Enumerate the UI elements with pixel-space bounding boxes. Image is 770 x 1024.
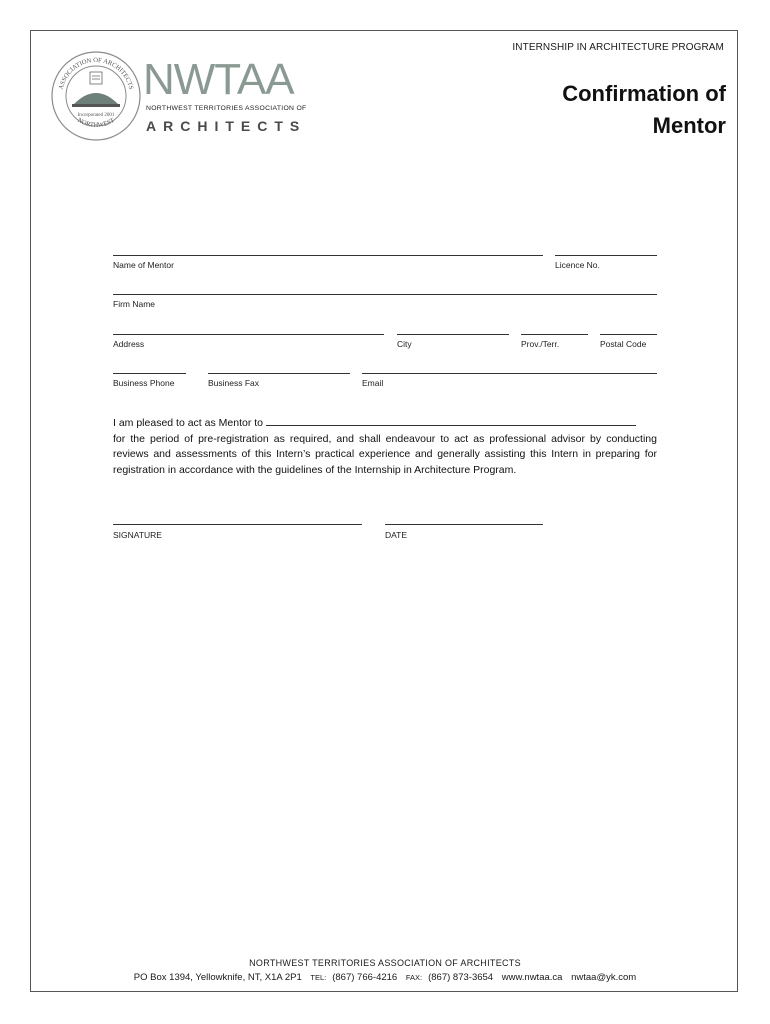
postal-code-field[interactable] <box>600 334 657 335</box>
footer-address: PO Box 1394, Yellowknife, NT, X1A 2P1 <box>133 972 302 983</box>
email-field[interactable] <box>362 373 657 374</box>
logo-subtitle: NORTHWEST TERRITORIES ASSOCIATION OF <box>146 105 307 112</box>
label-name-of-mentor: Name of Mentor <box>113 260 174 270</box>
label-date: DATE <box>385 530 408 540</box>
city-field[interactable] <box>397 334 509 335</box>
prov-terr-field[interactable] <box>521 334 588 335</box>
mentor-name-field[interactable] <box>113 255 543 256</box>
footer-fax-label: FAX: <box>405 973 423 982</box>
label-postal-code: Postal Code <box>600 339 647 349</box>
footer-tel-label: TEL: <box>310 973 327 982</box>
label-email: Email <box>362 378 384 388</box>
title-line-1: Confirmation of <box>562 81 726 106</box>
label-business-fax: Business Fax <box>208 378 260 388</box>
label-business-phone: Business Phone <box>113 378 175 388</box>
title-line-2: Mentor <box>652 113 726 138</box>
label-firm-name: Firm Name <box>113 299 156 309</box>
seal-incorporated: Incorporated 2001 <box>77 113 115 118</box>
label-signature: SIGNATURE <box>113 530 162 540</box>
logo-architects: ARCHITECTS <box>146 118 307 134</box>
date-field[interactable] <box>385 524 543 525</box>
licence-no-field[interactable] <box>555 255 657 256</box>
seal-text-top: ASSOCIATION OF ARCHITECTS <box>57 56 135 91</box>
page-border <box>30 30 738 992</box>
label-licence-no: Licence No. <box>555 260 600 270</box>
label-prov-terr: Prov./Terr. <box>521 339 560 349</box>
label-city: City <box>397 339 412 349</box>
logo-wordmark: NWTAA <box>143 55 294 104</box>
label-address: Address <box>113 339 145 349</box>
mentor-statement <box>113 416 657 478</box>
footer-tel: (867) 766-4216 <box>332 972 398 983</box>
firm-name-field[interactable] <box>113 294 657 295</box>
intern-name-field[interactable] <box>266 416 636 426</box>
footer-website-link[interactable]: www.nwtaa.ca <box>501 972 563 983</box>
seal-text-bottom: NORTHWEST <box>76 116 116 129</box>
business-fax-field[interactable] <box>208 373 350 374</box>
signature-field[interactable] <box>113 524 362 525</box>
statement-lead: I am pleased to act as Mentor to <box>113 417 263 429</box>
page-title <box>0 78 726 142</box>
program-heading: INTERNSHIP IN ARCHITECTURE PROGRAM <box>512 42 724 53</box>
footer-fax: (867) 873-3654 <box>428 972 494 983</box>
footer-org: NORTHWEST TERRITORIES ASSOCIATION OF ARCHITECTS <box>249 958 521 968</box>
footer-email-link[interactable]: nwtaa@yk.com <box>571 972 637 983</box>
address-field[interactable] <box>113 334 384 335</box>
business-phone-field[interactable] <box>113 373 186 374</box>
footer-contact <box>0 972 770 983</box>
statement-body: for the period of pre-registration as required, and shall endeavour to act as professional advisor by conducting reviews and assessments of this Intern’s practical experience and generally assisting this Intern in preparing for registration in accordance with the guidelines of the Internship in Architecture Program. <box>113 432 657 476</box>
